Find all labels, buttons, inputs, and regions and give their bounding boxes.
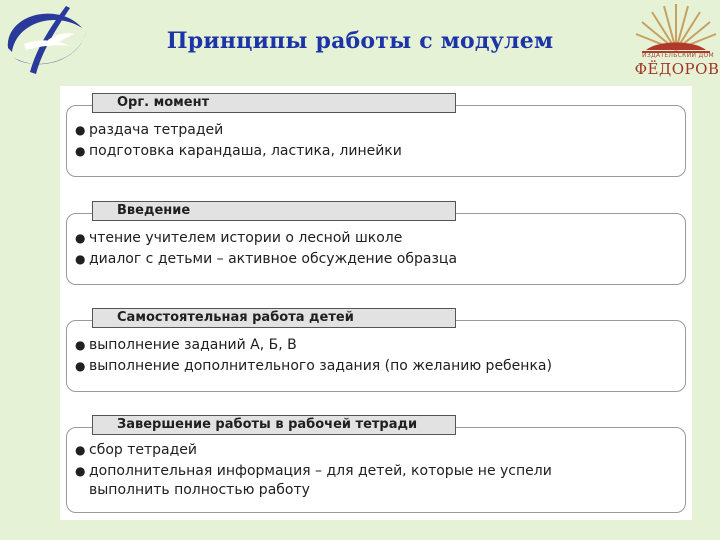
section-heading: Завершение работы в рабочей тетради xyxy=(92,415,456,435)
content-panel xyxy=(60,86,692,520)
section-items xyxy=(75,335,552,377)
section-items xyxy=(75,228,457,270)
list-item xyxy=(75,249,457,270)
sunburst-icon xyxy=(632,0,720,54)
section-heading: Самостоятельная работа детей xyxy=(92,308,456,328)
list-item xyxy=(75,335,552,356)
list-item xyxy=(75,120,402,141)
list-item-text: раздача тетрадей xyxy=(89,122,224,138)
bullet-icon: ● xyxy=(75,144,86,158)
publisher-name: ФЁДОРОВ xyxy=(634,60,720,78)
section-heading: Введение xyxy=(92,201,456,221)
bullet-icon: ● xyxy=(75,231,86,245)
section-finishing-work xyxy=(66,415,686,515)
section-box xyxy=(66,427,686,513)
section-box xyxy=(66,213,686,285)
section-heading: Орг. момент xyxy=(92,93,456,113)
list-item-text: выполнение заданий А, Б, В xyxy=(89,337,297,353)
publisher-subtitle: ИЗДАТЕЛЬСКИЙ ДОМ xyxy=(642,52,714,59)
school-logo-icon xyxy=(0,0,95,80)
bullet-icon: ● xyxy=(75,252,86,266)
list-item-text: выполнение дополнительного задания (по желанию ребенка) xyxy=(89,358,552,374)
list-item-text: диалог с детьми – активное обсуждение образца xyxy=(89,251,458,267)
section-box xyxy=(66,105,686,177)
list-item xyxy=(75,440,552,461)
bullet-icon: ● xyxy=(75,464,86,478)
bullet-icon: ● xyxy=(75,359,86,373)
publisher-logo xyxy=(632,0,720,84)
list-item xyxy=(75,228,457,249)
bullet-icon: ● xyxy=(75,443,86,457)
list-item xyxy=(75,141,402,162)
section-items xyxy=(75,440,552,500)
list-item xyxy=(75,461,552,500)
list-item-text: сбор тетрадей xyxy=(89,442,198,458)
list-item-text: подготовка карандаша, ластика, линейки xyxy=(89,143,402,159)
list-item-text: дополнительная информация – для детей, которые не успели выполнить полностью работу xyxy=(89,463,552,498)
bullet-icon: ● xyxy=(75,123,86,137)
bullet-icon: ● xyxy=(75,338,86,352)
section-box xyxy=(66,320,686,392)
slide-title: Принципы работы с модулем xyxy=(166,28,554,54)
list-item-text: чтение учителем истории о лесной школе xyxy=(89,230,403,246)
list-item xyxy=(75,356,552,377)
section-introduction xyxy=(66,201,686,287)
section-org-moment xyxy=(66,93,686,179)
section-items xyxy=(75,120,402,162)
section-independent-work xyxy=(66,308,686,394)
